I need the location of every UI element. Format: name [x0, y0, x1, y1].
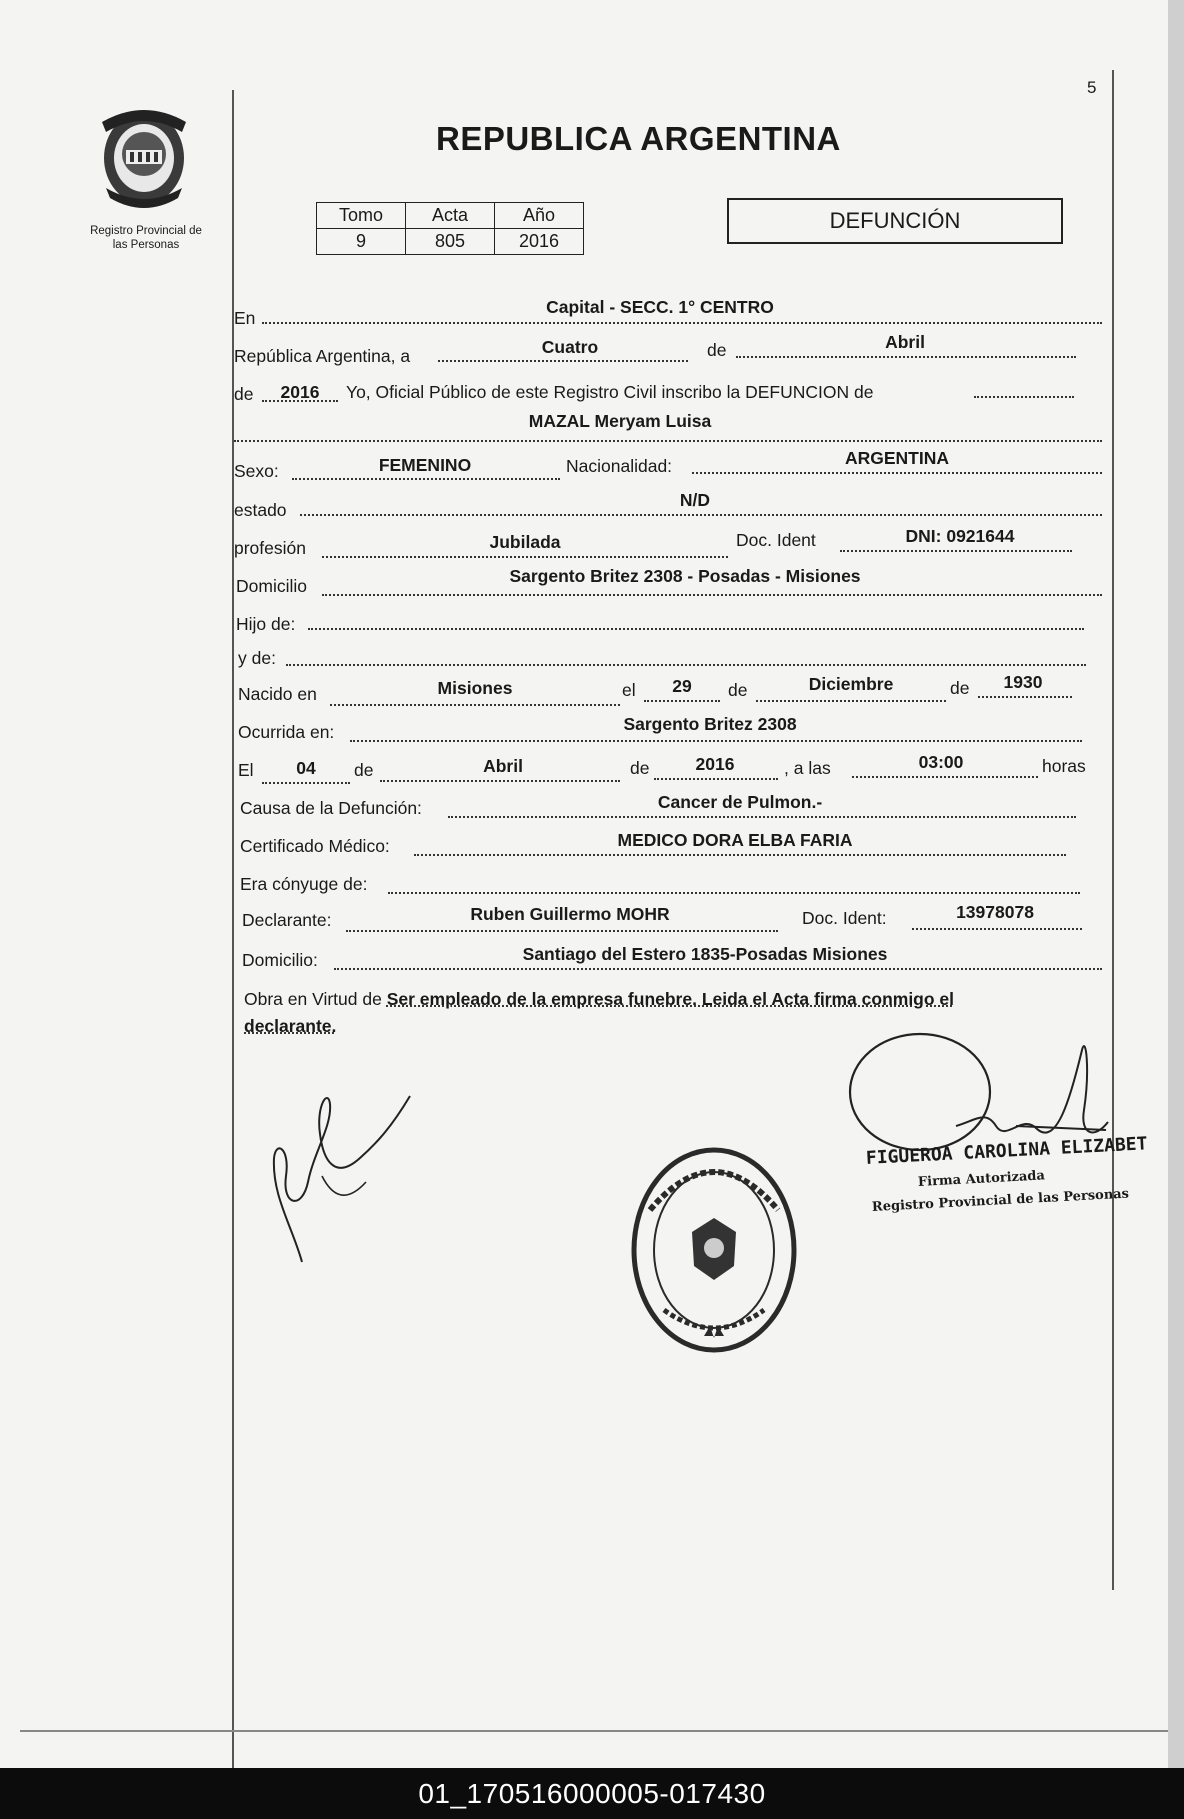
de-label: de — [707, 340, 727, 360]
death-day-value: 04 — [296, 758, 316, 778]
declarant-label: Declarante: — [242, 910, 332, 930]
day-value: Cuatro — [541, 337, 599, 357]
registry-label-line2: las Personas — [112, 239, 180, 251]
birth-month-line — [756, 700, 946, 702]
registry-label-line1: Registro Provincial de — [90, 225, 202, 237]
record-table — [316, 202, 584, 255]
occurred-at-value: Sargento Britez 2308 — [623, 714, 797, 734]
and-of-label: y de: — [238, 648, 276, 668]
profession-line — [322, 556, 728, 558]
birth-year-value: 1930 — [1003, 672, 1043, 692]
death-day-line — [262, 782, 350, 784]
left-margin-line — [232, 90, 234, 1770]
civil-status-label: estado — [234, 500, 287, 520]
record-header-acta: Acta — [406, 203, 495, 229]
declarant-address-line — [334, 968, 1102, 970]
en-line — [262, 322, 1102, 324]
inscribo-line — [974, 396, 1074, 398]
hour-line — [852, 776, 1038, 778]
day-line — [438, 360, 688, 362]
at-hour-label: , a las — [784, 758, 831, 778]
record-value-row — [317, 229, 584, 255]
born-in-line — [330, 704, 620, 706]
doc-ident-label: Doc. Ident — [736, 530, 816, 550]
child-of-label: Hijo de: — [236, 614, 296, 634]
doc-ident-line — [840, 550, 1072, 552]
deceased-name-value: MAZAL Meryam Luisa — [528, 411, 712, 431]
record-type-box — [727, 198, 1063, 244]
de-year-label: de — [234, 384, 254, 404]
declarant-address-label: Domicilio: — [242, 950, 318, 970]
profession-value: Jubilada — [489, 532, 561, 552]
en-label: En — [234, 308, 256, 328]
month-line — [736, 356, 1076, 358]
nationality-line — [692, 472, 1102, 474]
spouse-label: Era cónyuge de: — [240, 874, 368, 894]
record-header-row — [317, 203, 584, 229]
declarant-doc-value: 13978078 — [956, 902, 1034, 922]
bottom-frame-line — [20, 1730, 1168, 1732]
official-name: FIGUEROA CAROLINA ELIZABET — [865, 1133, 1148, 1169]
birth-year-line — [978, 696, 1072, 698]
civil-status-value: N/D — [679, 490, 711, 510]
inscribo-text: Yo, Oficial Público de este Registro Civil inscribo la DEFUNCION de — [346, 382, 874, 402]
record-value-acta: 805 — [406, 229, 495, 255]
document-id: 01_170516000005-017430 — [418, 1777, 766, 1809]
sex-line — [292, 478, 560, 480]
address-value: Sargento Britez 2308 - Posadas - Misiones — [509, 566, 861, 586]
nationality-value: ARGENTINA — [844, 448, 950, 468]
cause-line — [448, 816, 1076, 818]
birth-de1-label: de — [728, 680, 748, 700]
declarant-address-value: Santiago del Estero 1835-Posadas Misiones — [522, 944, 888, 964]
official-signature — [846, 1030, 1110, 1154]
official-title: Firma Autorizada — [917, 1168, 1046, 1190]
birth-month-value: Diciembre — [808, 674, 894, 694]
and-of-line — [286, 664, 1086, 666]
reason-value-line1: Ser empleado de la empresa funebre. Leida el Acta firma conmigo el — [386, 989, 955, 1009]
cause-value: Cancer de Pulmon.- — [657, 792, 823, 812]
birth-day-line — [644, 700, 720, 702]
death-de2-label: de — [630, 758, 650, 778]
death-year-value: 2016 — [695, 754, 735, 774]
right-margin-line — [1112, 70, 1114, 1590]
reason-value-line2: declarante. — [244, 1016, 337, 1036]
page-title: REPUBLICA ARGENTINA — [436, 120, 841, 157]
year-value: 2016 — [280, 382, 320, 402]
reason-label: Obra en Virtud de — [244, 989, 382, 1009]
death-de1-label: de — [354, 760, 374, 780]
provincial-seal-icon — [92, 102, 196, 212]
cause-label: Causa de la Defunción: — [240, 798, 422, 818]
declarant-doc-label: Doc. Ident: — [802, 908, 887, 928]
record-header-anio: Año — [495, 203, 584, 229]
nationality-label: Nacionalidad: — [566, 456, 673, 476]
occurred-at-line — [350, 740, 1082, 742]
record-type-label: DEFUNCIÓN — [829, 208, 961, 233]
page-edge — [1168, 0, 1184, 1768]
name-line — [234, 440, 1102, 442]
birth-day-value: 29 — [672, 676, 692, 696]
record-value-anio: 2016 — [495, 229, 584, 255]
born-in-label: Nacido en — [238, 684, 317, 704]
hours-label: horas — [1042, 756, 1086, 776]
declarant-signature — [262, 1086, 414, 1264]
birth-de2-label: de — [950, 678, 970, 698]
death-year-line — [654, 778, 778, 780]
profession-label: profesión — [234, 538, 306, 558]
hour-value: 03:00 — [918, 752, 964, 772]
declarant-value: Ruben Guillermo MOHR — [470, 904, 670, 924]
occurred-at-label: Ocurrida en: — [238, 722, 335, 742]
spouse-line — [388, 892, 1080, 894]
civil-status-line — [300, 514, 1102, 516]
born-el-label: el — [622, 680, 636, 700]
death-month-value: Abril — [483, 756, 523, 776]
child-of-line — [308, 628, 1084, 630]
death-month-line — [380, 780, 620, 782]
page-number: 5 — [1087, 78, 1097, 97]
record-value-tomo: 9 — [317, 229, 406, 255]
medical-certificate-value: MEDICO DORA ELBA FARIA — [617, 830, 853, 850]
month-value: Abril — [885, 332, 925, 352]
place-value: Capital - SECC. 1° CENTRO — [546, 297, 774, 317]
republica-label: República Argentina, a — [234, 346, 411, 366]
medical-certificate-label: Certificado Médico: — [240, 836, 390, 856]
address-line — [322, 594, 1102, 596]
official-office: Registro Provincial de las Personas — [871, 1186, 1130, 1215]
registry-stamp-icon — [624, 1140, 802, 1360]
doc-ident-value: DNI: 0921644 — [905, 526, 1015, 546]
registry-label — [72, 224, 220, 252]
death-el-label: El — [238, 760, 254, 780]
record-header-tomo: Tomo — [317, 203, 406, 229]
declarant-line — [346, 930, 778, 932]
born-in-value: Misiones — [437, 678, 513, 698]
declarant-doc-line — [912, 928, 1082, 930]
sex-label: Sexo: — [234, 461, 279, 481]
medical-certificate-line — [414, 854, 1066, 856]
sex-value: FEMENINO — [378, 455, 472, 475]
address-label: Domicilio — [236, 576, 307, 596]
